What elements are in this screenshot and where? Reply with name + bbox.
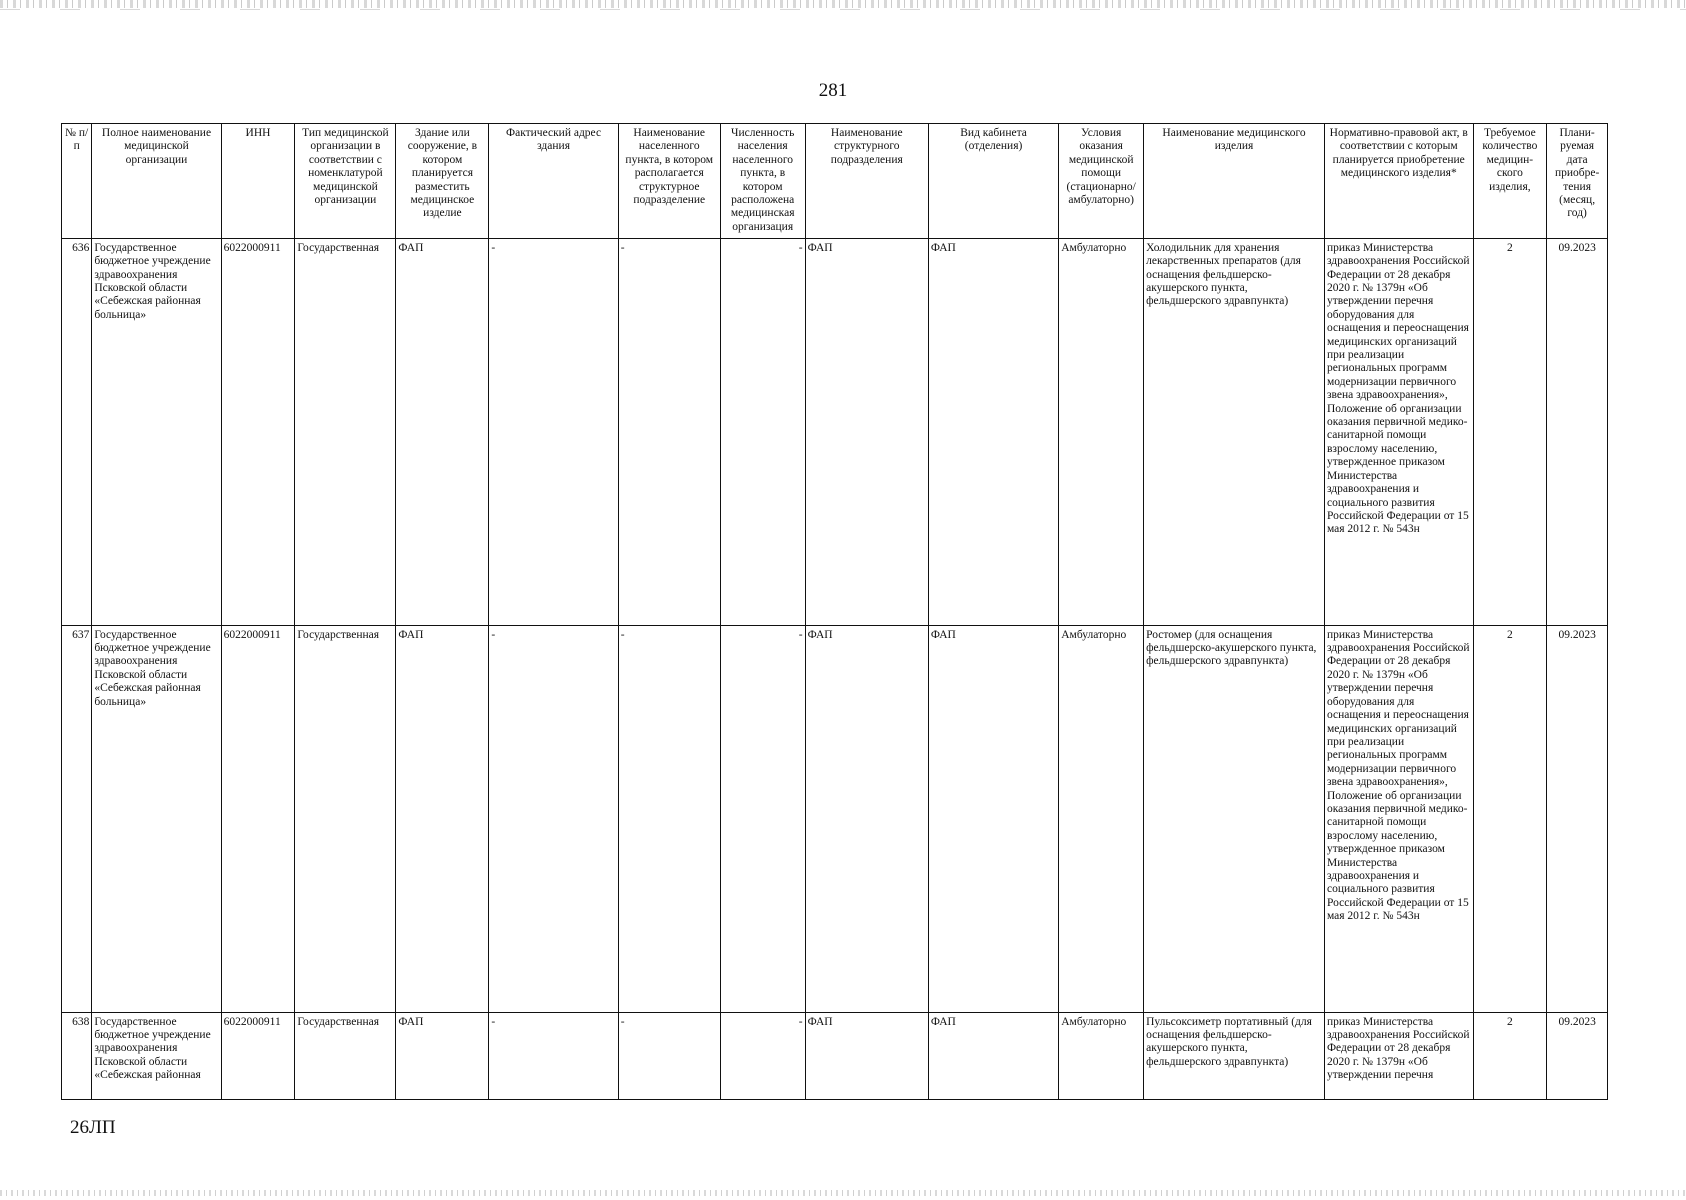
cell-org-type: Государственная: [295, 625, 396, 1012]
table-row: [62, 1012, 1608, 1099]
table-row: [62, 625, 1608, 1012]
cell-unit: ФАП: [805, 1012, 928, 1099]
scan-edge-top-line: [0, 9, 1686, 10]
cell-locality: -: [618, 1012, 720, 1099]
cell-unit: ФАП: [805, 625, 928, 1012]
header-unit: Наименование структурного подразделения: [805, 124, 928, 239]
header-address: Фактический адрес здания: [489, 124, 618, 239]
cell-num: 637: [62, 625, 92, 1012]
cell-org-name: Государственное бюджетное учреждение здравоохранения Псковской области «Себежская районная: [92, 1012, 221, 1099]
cell-org-type: Государственная: [295, 238, 396, 625]
scan-edge-bottom: [0, 1190, 1686, 1196]
header-legal-act: Нормативно-правовой акт, в соответствии с которым планируется приобретение медицинского изделия*: [1324, 124, 1473, 239]
cell-inn: 6022000911: [221, 1012, 295, 1099]
cell-conditions: Амбулаторно: [1059, 238, 1144, 625]
cell-population: -: [720, 238, 805, 625]
cell-building: ФАП: [396, 625, 489, 1012]
cell-population: -: [720, 1012, 805, 1099]
cell-population: -: [720, 625, 805, 1012]
cell-device: Ростомер (для оснащения фельдшерско-акушерского пункта, фельдшерского здравпункта): [1144, 625, 1325, 1012]
cell-num: 636: [62, 238, 92, 625]
cell-cabinet: ФАП: [928, 1012, 1058, 1099]
header-device: Наименование медицинского изделия: [1144, 124, 1325, 239]
header-population: Численность населения населенного пункта, в котором расположена медицинская организация: [720, 124, 805, 239]
scan-edge-top: [0, 0, 1686, 8]
cell-locality: -: [618, 625, 720, 1012]
header-building: Здание или сооружение, в котором планируется разместить медицинское изделие: [396, 124, 489, 239]
header-quantity: Требуемое количество медицин-ского изделия,: [1473, 124, 1547, 239]
cell-building: ФАП: [396, 1012, 489, 1099]
header-conditions: Условия оказания медицинской помощи (стационарно/ амбулаторно): [1059, 124, 1144, 239]
page-number: 281: [818, 80, 848, 101]
table-header-row: [62, 124, 1608, 239]
cell-date: 09.2023: [1547, 1012, 1608, 1099]
cell-org-name: Государственное бюджетное учреждение здравоохранения Псковской области «Себежская районная больница»: [92, 625, 221, 1012]
cell-locality: -: [618, 238, 720, 625]
cell-inn: 6022000911: [221, 625, 295, 1012]
cell-quantity: 2: [1473, 1012, 1547, 1099]
document-code: 26ЛП: [70, 1117, 116, 1138]
cell-unit: ФАП: [805, 238, 928, 625]
cell-device: Пульсоксиметр портативный (для оснащения фельдшерско-акушерского пункта, фельдшерского здравпункта): [1144, 1012, 1325, 1099]
header-cabinet: Вид кабинета (отделения): [928, 124, 1058, 239]
cell-conditions: Амбулаторно: [1059, 1012, 1144, 1099]
cell-num: 638: [62, 1012, 92, 1099]
equipment-table: [61, 123, 1608, 1100]
header-org-type: Тип медицинской организации в соответствии с номенклатурой медицинской организации: [295, 124, 396, 239]
cell-legal-act: приказ Министерства здравоохранения Российской Федерации от 28 декабря 2020 г. № 1379н «Об утверждении перечня: [1324, 1012, 1473, 1099]
cell-inn: 6022000911: [221, 238, 295, 625]
header-num: № п/п: [62, 124, 92, 239]
cell-address: -: [489, 1012, 618, 1099]
cell-address: -: [489, 625, 618, 1012]
table-row: [62, 238, 1608, 625]
header-org-name: Полное наименование медицинской организации: [92, 124, 221, 239]
cell-cabinet: ФАП: [928, 625, 1058, 1012]
cell-org-type: Государственная: [295, 1012, 396, 1099]
cell-quantity: 2: [1473, 238, 1547, 625]
cell-date: 09.2023: [1547, 238, 1608, 625]
cell-legal-act: приказ Министерства здравоохранения Российской Федерации от 28 декабря 2020 г. № 1379н «Об утверждении перечня оборудования для оснащения и переоснащения медицинских организаций при реализации региональных программ модернизации первичного звена здравоохранения», Положение об организации оказания первичной медико-санитарной помощи взрослому населению, утвержденное приказом Министерства здравоохранения и социального развития Российской Федерации от 15 мая 2012 г. № 543н: [1324, 625, 1473, 1012]
cell-address: -: [489, 238, 618, 625]
cell-legal-act: приказ Министерства здравоохранения Российской Федерации от 28 декабря 2020 г. № 1379н «Об утверждении перечня оборудования для оснащения и переоснащения медицинских организаций при реализации региональных программ модернизации первичного звена здравоохранения», Положение об организации оказания первичной медико-санитарной помощи взрослому населению, утвержденное приказом Министерства здравоохранения и социального развития Российской Федерации от 15 мая 2012 г. № 543н: [1324, 238, 1473, 625]
cell-building: ФАП: [396, 238, 489, 625]
cell-date: 09.2023: [1547, 625, 1608, 1012]
header-inn: ИНН: [221, 124, 295, 239]
cell-conditions: Амбулаторно: [1059, 625, 1144, 1012]
cell-quantity: 2: [1473, 625, 1547, 1012]
cell-cabinet: ФАП: [928, 238, 1058, 625]
header-date: Плани-руемая дата приобре-тения (месяц, год): [1547, 124, 1608, 239]
cell-org-name: Государственное бюджетное учреждение здравоохранения Псковской области «Себежская районная больница»: [92, 238, 221, 625]
header-locality: Наименование населенного пункта, в котором располагается структурное подразделение: [618, 124, 720, 239]
cell-device: Холодильник для хранения лекарственных препаратов (для оснащения фельдшерско-акушерского пункта, фельдшерского здравпункта): [1144, 238, 1325, 625]
